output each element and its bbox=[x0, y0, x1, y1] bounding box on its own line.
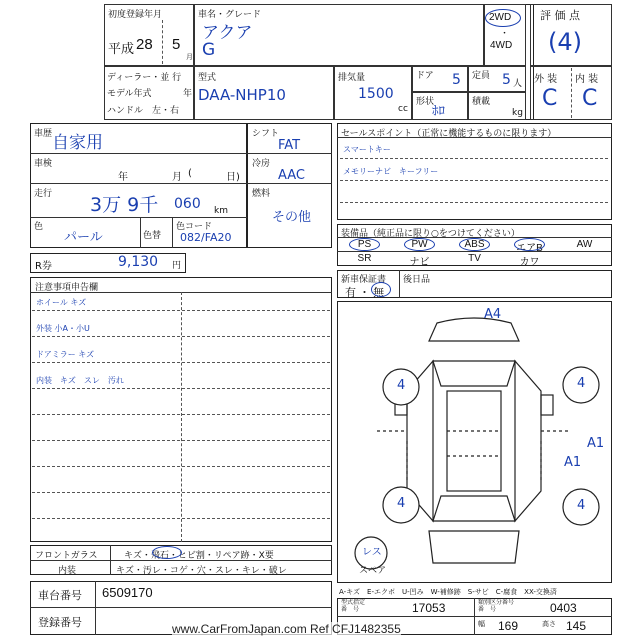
equipment-circle bbox=[349, 238, 380, 251]
capacity-label: 定員 bbox=[472, 71, 491, 81]
line bbox=[30, 153, 247, 154]
height: 145 bbox=[566, 619, 587, 633]
dealer-label: ディーラー・並 行 bbox=[107, 73, 182, 83]
cat-no: 0403 bbox=[550, 601, 577, 615]
warranty-divider bbox=[399, 270, 400, 298]
insp-day: 日) bbox=[226, 172, 240, 183]
first-reg-label: 初度登録年月 bbox=[108, 10, 163, 20]
color-code-label: 色コード bbox=[176, 222, 213, 232]
tire-fr: 4 bbox=[577, 376, 586, 391]
recycle-box bbox=[30, 253, 186, 273]
damage-legend: A-キズ E-エクボ U-凹み W-補修跡 S-サビ C-腐食 XX-交換済 bbox=[339, 588, 557, 596]
grade: G bbox=[202, 40, 216, 60]
equipment-item: AW bbox=[576, 239, 593, 250]
spec-divider bbox=[474, 598, 475, 635]
warranty-label: 新車保証書 bbox=[341, 275, 387, 285]
equipment-circle bbox=[404, 238, 435, 251]
sales-item-2: メモリーナビ キーフリー bbox=[343, 167, 439, 176]
spare-label: スペア bbox=[359, 566, 387, 576]
equipment-item: ナビ bbox=[409, 257, 430, 268]
notes-rule bbox=[32, 310, 330, 311]
ext-label: 外 装 bbox=[534, 74, 558, 85]
era: 平成 bbox=[108, 41, 135, 56]
car-rear-outline bbox=[429, 531, 519, 563]
year-unit: 年 bbox=[183, 89, 193, 99]
mileage-label: 走行 bbox=[34, 189, 53, 199]
color-code: 082/FA20 bbox=[180, 231, 232, 244]
width: 169 bbox=[498, 619, 519, 633]
notes-rule bbox=[32, 492, 330, 493]
front-glass-circle bbox=[152, 546, 182, 559]
equipment-item: エアB bbox=[516, 243, 543, 254]
damage-a1-right2: A1 bbox=[564, 455, 582, 470]
glass-divider bbox=[110, 545, 111, 575]
persons-unit: 人 bbox=[513, 79, 523, 89]
reg-label: 登録番号 bbox=[38, 616, 82, 629]
usage: 自家用 bbox=[52, 133, 103, 153]
equipment-item: ABS bbox=[464, 239, 485, 250]
line bbox=[247, 153, 332, 154]
model-type-label: 型式 bbox=[198, 73, 217, 83]
type-no-label: 型式指定 番 号 bbox=[341, 599, 366, 613]
fuel: その他 bbox=[272, 210, 312, 225]
drive-2wd-circle bbox=[485, 9, 521, 27]
front-glass-label: フロントガラス bbox=[35, 551, 98, 561]
drive-4wd: 4WD bbox=[490, 40, 513, 51]
reg-divider bbox=[162, 20, 163, 64]
warranty-value: 有 ・ 無 bbox=[345, 287, 385, 299]
sales-item-1: スマートキー bbox=[343, 145, 391, 154]
height-label: 高さ bbox=[542, 620, 556, 628]
front-glass-options: キズ・飛石・ヒビ割・リペア跡・X要 bbox=[124, 551, 274, 561]
km-unit: km bbox=[214, 206, 228, 216]
color: パール bbox=[64, 230, 103, 245]
note-line-1: ホイール キズ bbox=[36, 298, 87, 307]
tire-rl: 4 bbox=[397, 496, 406, 511]
drive-2wd: 2WD bbox=[489, 12, 512, 23]
damage-a1-right: A1 bbox=[587, 436, 605, 451]
line bbox=[337, 137, 612, 138]
interior-label: 内装 bbox=[58, 566, 77, 576]
model-type: DAA-NHP10 bbox=[198, 86, 286, 104]
inspection-label: 車検 bbox=[34, 159, 53, 169]
sales-rule bbox=[340, 202, 608, 203]
equipment-item: SR bbox=[357, 253, 372, 264]
shift-label: シフト bbox=[252, 129, 280, 139]
displacement: 1500 bbox=[358, 86, 394, 102]
windshield bbox=[433, 361, 515, 386]
displacement-label: 排気量 bbox=[338, 73, 366, 83]
damage-a4: A4 bbox=[484, 307, 502, 322]
line bbox=[247, 183, 332, 184]
sales-rule bbox=[340, 180, 608, 181]
rear-window bbox=[433, 496, 515, 521]
notes-label: 注意事項申告欄 bbox=[35, 283, 99, 293]
later-item-label: 後日品 bbox=[403, 275, 431, 285]
notes-rule bbox=[32, 336, 330, 337]
usage-label: 車歴 bbox=[34, 129, 53, 139]
mileage-rest: 060 bbox=[174, 196, 201, 212]
notes-rule bbox=[32, 362, 330, 363]
type-no: 17053 bbox=[412, 601, 446, 615]
yen-unit: 円 bbox=[172, 261, 182, 271]
car-roof bbox=[447, 391, 501, 491]
tire-rr: 4 bbox=[577, 498, 586, 513]
ext-int-divider bbox=[571, 68, 572, 118]
equipment-item: PS bbox=[357, 239, 372, 250]
mileage: 3万 9千 bbox=[90, 194, 159, 216]
line bbox=[30, 183, 247, 184]
door-label: ドア bbox=[416, 71, 434, 81]
line bbox=[337, 251, 612, 252]
equipment-item: カワ bbox=[519, 257, 540, 268]
shape-label: 形状 bbox=[416, 97, 435, 107]
notes-divider bbox=[181, 292, 182, 542]
equipment-label: 装備品（純正品に限り○をつけてください） bbox=[341, 229, 520, 239]
notes-rule bbox=[32, 388, 330, 389]
line bbox=[30, 607, 332, 608]
car-name: アクア bbox=[202, 23, 253, 43]
sales-label: セールスポイント（正常に機能するものに限ります） bbox=[341, 129, 557, 139]
insp-year: 年 bbox=[118, 172, 128, 183]
numbers-divider bbox=[95, 581, 96, 635]
note-line-2: 外装 小A・小U bbox=[36, 324, 90, 333]
width-label: 幅 bbox=[478, 620, 485, 628]
equipment-circle bbox=[459, 238, 490, 251]
int-grade: C bbox=[582, 86, 598, 111]
chassis-number: 6509170 bbox=[102, 585, 153, 600]
car-name-label: 車名・グレード bbox=[198, 10, 262, 20]
score-label: 評 価 点 bbox=[540, 9, 580, 22]
color-change-label: 色替 bbox=[143, 231, 162, 241]
right-side bbox=[515, 361, 541, 521]
warranty-circle bbox=[371, 282, 391, 297]
recycle-label: R券 bbox=[35, 261, 52, 272]
equipment-circle bbox=[514, 238, 545, 251]
notes-rule bbox=[32, 414, 330, 415]
reg-year: 28 bbox=[136, 36, 153, 53]
equipment-item: TV bbox=[468, 253, 481, 264]
spare-mark: レス bbox=[362, 547, 382, 558]
insp-paren: ( bbox=[188, 168, 192, 179]
shift: FAT bbox=[278, 138, 301, 153]
reg-month: 5 bbox=[172, 36, 181, 53]
line bbox=[30, 560, 332, 561]
notes-rule bbox=[32, 466, 330, 467]
interior-options: キズ・汚レ・コゲ・穴・スレ・キレ・破レ bbox=[116, 566, 287, 576]
month-unit: 月 bbox=[186, 53, 193, 61]
handle-label: ハンドル 左・右 bbox=[107, 106, 180, 116]
cc-unit: cc bbox=[398, 104, 408, 114]
ext-grade: C bbox=[542, 86, 558, 111]
car-diagram bbox=[337, 301, 612, 583]
ac: AAC bbox=[278, 168, 305, 183]
shape: ﾎﾛ bbox=[432, 104, 445, 119]
capacity: 5 bbox=[502, 72, 511, 88]
model-year-label: モデル年式 bbox=[107, 89, 152, 99]
score: (4) bbox=[548, 28, 582, 56]
tire-fl: 4 bbox=[397, 378, 406, 393]
note-line-3: ドアミラー キズ bbox=[36, 350, 95, 359]
int-label: 内 装 bbox=[575, 74, 599, 85]
color-label: 色 bbox=[34, 222, 44, 232]
ac-label: 冷房 bbox=[252, 159, 271, 169]
fuel-label: 燃料 bbox=[252, 189, 271, 199]
notes-rule bbox=[32, 440, 330, 441]
car-front-outline bbox=[429, 318, 519, 341]
right-mirror bbox=[541, 395, 553, 415]
load-label: 積載 bbox=[472, 97, 491, 107]
sales-rule bbox=[340, 158, 608, 159]
drive-dot: ・ bbox=[500, 28, 510, 38]
cat-no-label: 類別区分番号 番 号 bbox=[478, 599, 515, 613]
watermark: www.CarFromJapan.com Ref CFJ1482355 bbox=[172, 622, 401, 636]
chassis-label: 車台番号 bbox=[38, 589, 82, 602]
note-line-4: 内装 キズ スレ 汚れ bbox=[36, 376, 124, 385]
recycle: 9,130 bbox=[118, 254, 159, 270]
equipment-item: PW bbox=[411, 239, 428, 250]
notes-rule bbox=[32, 518, 330, 519]
doors: 5 bbox=[452, 72, 461, 88]
insp-month: 月 bbox=[172, 172, 182, 183]
kg-unit: kg bbox=[512, 108, 523, 118]
